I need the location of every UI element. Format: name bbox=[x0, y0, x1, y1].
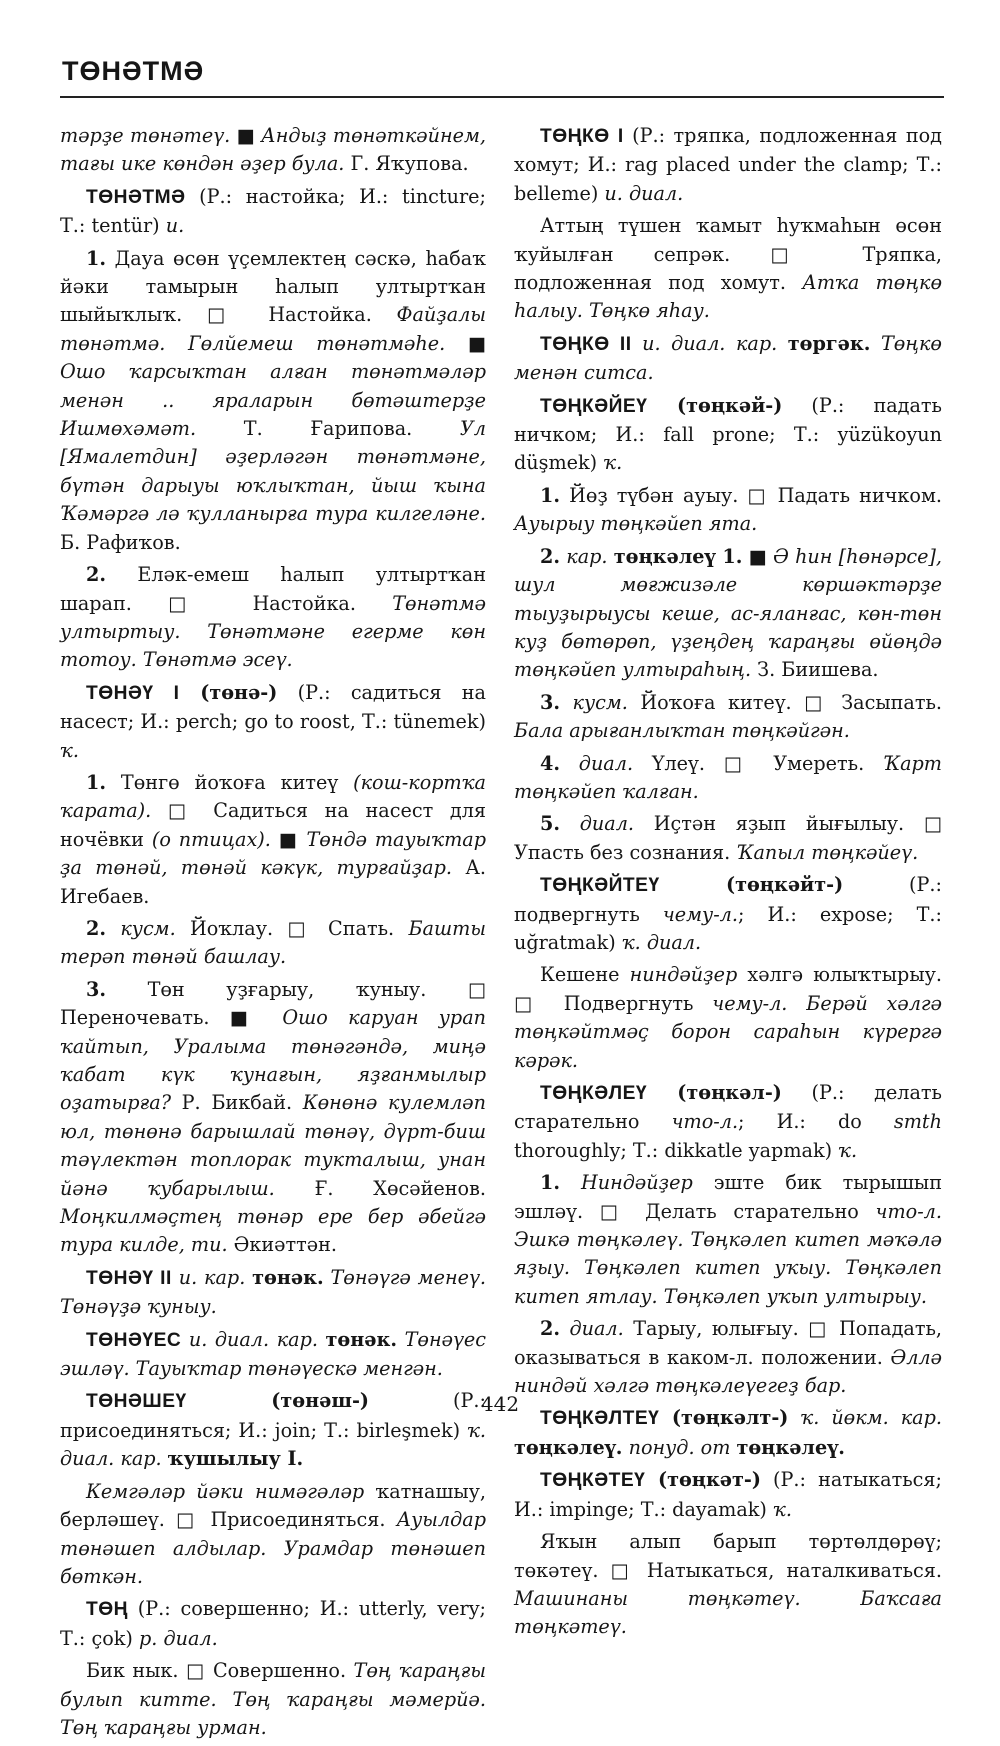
stem: (төнәш-) bbox=[186, 1389, 369, 1413]
grammar-label: ҡ. диал. кар. bbox=[60, 1418, 486, 1471]
grammar-label: кар. bbox=[560, 544, 614, 568]
stem: (төңкәт-) bbox=[645, 1468, 761, 1492]
entry-tongkaiteu bbox=[514, 871, 942, 957]
example-text: Көнөнә кулемләп юл, төнөнә барышлай төнәү, дүрт-биш тәүлектән топлорак тукталыш, унан йәнә ҡубарылыш. bbox=[60, 1091, 486, 1200]
sense bbox=[60, 976, 486, 1260]
cross-reference: төнәк. bbox=[252, 1265, 324, 1289]
sense bbox=[60, 769, 486, 911]
example-text: Төнәтмә ултыртыу. Төнәтмәне егерме көн тотоу. Төнәтмә эсеү. bbox=[60, 591, 486, 672]
grammar-label: диал. bbox=[560, 812, 635, 836]
source-author: Б. Рафиҡов. bbox=[60, 530, 181, 554]
sense-number: 5. bbox=[540, 812, 561, 836]
cross-reference: төңкәлеү. bbox=[514, 1435, 623, 1459]
translations: thoroughly; Т.: dikkatle yapmak) bbox=[514, 1138, 839, 1162]
sense-number: 1. bbox=[86, 770, 107, 794]
grammar-label: р. диал. bbox=[138, 1626, 218, 1650]
entry-tonatma bbox=[60, 183, 486, 241]
example-text: (о птицах). ■ Төндә тауыҡтар ҙа төнәй, төнәй кәкүк, турғайҙар. bbox=[60, 827, 486, 880]
translations: (Р.: падать ничком; И.: fall prone; Т.: yüzükoyun düşmek) bbox=[514, 393, 942, 475]
headword: ТӨНӘШЕҮ bbox=[86, 1391, 187, 1413]
source-author: Р. Бикбай. bbox=[170, 1091, 303, 1115]
entry-tongko-2 bbox=[514, 330, 942, 388]
definition: эште бик тырышып эшләү. □ Делать старательно bbox=[514, 1171, 942, 1223]
example-text: Ул [Ямалетдин] әҙерләгән төнәтмәне, бүтән дарыуы юҡлыҡтан, йыш ҡына Ҡәмәргә лә ҡулланырға тура килгеләне. bbox=[60, 417, 487, 526]
translations: (Р.: совершенно; И.: utterly, very; Т.: çok) bbox=[60, 1597, 486, 1650]
headword: ТӨҢКӘТЕҮ bbox=[540, 1470, 646, 1492]
sense-number: 1. bbox=[86, 246, 107, 270]
translations-note: чему-л. bbox=[662, 902, 738, 926]
cross-reference: төңкәлеү. bbox=[736, 1435, 845, 1459]
sense-number: 1. bbox=[540, 1171, 561, 1195]
cross-reference: төргәк. bbox=[787, 331, 871, 355]
headword: ТӨНӘҮ I bbox=[86, 682, 180, 704]
stem: (төңкәлт-) bbox=[659, 1406, 789, 1430]
sense bbox=[60, 561, 486, 675]
sense-number: 2. bbox=[540, 544, 561, 568]
entry-tonaues bbox=[60, 1326, 486, 1384]
headword: ТӨҢКӘЛТЕҮ bbox=[540, 1408, 660, 1430]
example-text: что-л. Эшкә төңкәлеү. Төңкәлеп китеп мәҡәлә яҙыу. Төңкәлеп китеп уҡыу. Төңкәлеп китеп ятлау. Төңкәлеп уҡып ултырыу. bbox=[514, 1199, 942, 1308]
example-text: Бала арығанлыҡтан төңкәйгән. bbox=[514, 719, 850, 743]
example-text: Ҡапыл төңкәйеү. bbox=[736, 840, 919, 864]
definition: Төнгө йоҡоға китеү bbox=[106, 770, 354, 794]
translations-note: smth bbox=[893, 1110, 942, 1134]
sense-number: 4. bbox=[540, 751, 561, 775]
example-text: Ауырыу төңкәйеп ята. bbox=[514, 512, 758, 536]
sense bbox=[60, 1657, 486, 1742]
example-text: Ҡарт төңкәйеп ҡалған. bbox=[514, 751, 942, 803]
entry-tongko-1 bbox=[514, 122, 942, 208]
headword: ТӨҢКӘЛЕҮ bbox=[540, 1083, 648, 1104]
header-rule bbox=[60, 96, 944, 98]
example-text: Башты терәп төнәй башлау. bbox=[60, 916, 486, 969]
sense bbox=[514, 810, 942, 867]
grammar-label: и. кар. bbox=[171, 1265, 253, 1289]
headword: ТӨНӘҮ II bbox=[86, 1267, 172, 1289]
source-author: Г. Яҡупова. bbox=[350, 152, 469, 176]
example-text: Әллә ниндәй хәлгә төңкәлеүегеҙ бар. bbox=[514, 1345, 942, 1398]
grammar-label: диал. bbox=[560, 1317, 624, 1341]
headword: ТӨҢ bbox=[86, 1599, 129, 1621]
definition-note: ниндәйҙер bbox=[619, 963, 738, 987]
cross-reference: төнәк. bbox=[325, 1327, 398, 1351]
source-author: Әкиәттән. bbox=[227, 1233, 337, 1257]
definition: Йоҡлау. □ Спать. bbox=[175, 916, 409, 940]
sense bbox=[514, 1528, 942, 1642]
right-column bbox=[514, 122, 942, 1646]
definition-note: Ниндәйҙер bbox=[560, 1171, 693, 1195]
translations: (Р.: делать старательно bbox=[514, 1081, 942, 1134]
headword: ТӨНӘҮЕС bbox=[86, 1329, 182, 1351]
example-text: Атҡа төңкө һалыу. Төңкө яһау. bbox=[514, 271, 942, 323]
sense bbox=[514, 543, 942, 685]
sense-number: 1. bbox=[540, 483, 561, 507]
sense-number: 3. bbox=[86, 977, 107, 1001]
sense bbox=[514, 961, 942, 1075]
example-text: ■ Ошо каруан урап ҡайтып, Уралыма төнәгәндә, миңә ҡабат күк ҡунағын, яҙғанмылыр оҙатырға? bbox=[60, 1006, 487, 1115]
definition: Йөҙ түбән ауыу. □ Падать ничком. bbox=[560, 483, 942, 507]
definition: Еләк-емеш һалып ултыртҡан шарап. □ Настойка. bbox=[60, 563, 486, 615]
entry-tongkaleu bbox=[514, 1079, 942, 1165]
definition-note: (кош-кортҡа ҡарата). bbox=[60, 770, 486, 823]
translations-note: что-л. bbox=[671, 1110, 739, 1134]
headword: ТӨҢКӨ I bbox=[540, 126, 624, 147]
source-author: Ғ. Хөсәйенов. bbox=[274, 1176, 486, 1200]
example-text: тәрҙе төнәтеү. ■ Андыҙ төнәткәйнем, тағы ике көндән әҙер була. bbox=[60, 124, 486, 176]
sense-number: 2. bbox=[86, 563, 107, 587]
source-author: З. Биишева. bbox=[751, 658, 879, 682]
translations: ; И.: expose; Т.: uğratmak) bbox=[514, 902, 942, 954]
translations: (Р.: подвергнуть bbox=[514, 873, 942, 926]
grammar-label: диал. bbox=[560, 751, 634, 775]
sense bbox=[514, 212, 942, 326]
definition: Кешене bbox=[540, 963, 620, 987]
grammar-label: и. диал. кар. bbox=[631, 331, 788, 355]
definition: ҡатнашыу, берләшеү. □ Присоединяться. bbox=[60, 1479, 486, 1532]
sense-number: 2. bbox=[540, 1317, 561, 1341]
grammar-label: и. диал. кар. bbox=[181, 1327, 326, 1351]
entry-tongkateu bbox=[514, 1466, 942, 1524]
source-author: Т. Ғарипова. bbox=[243, 417, 460, 441]
example-text: Ауылдар төнәшеп алдылар. Урамдар төнәшеп бөткән. bbox=[60, 1508, 486, 1588]
grammar-label: и. диал. bbox=[604, 181, 684, 205]
headword: ТӨНӘТМӘ bbox=[86, 186, 186, 208]
source-author: А. Игебаев. bbox=[60, 856, 486, 908]
definition: Тарыу, юлығыу. □ Попадать, оказываться в каком-л. положении. bbox=[514, 1317, 942, 1369]
grammar-label: ҡ. йөкм. кар. bbox=[788, 1406, 942, 1430]
example-text: Файҙалы төнәтмә. Гөлйемеш төнәтмәһе. ■ Ошо ҡарсыҡтан алған төнәтмәләр менән .. яраларын бөтәштерҙе Ишмөхәмәт. bbox=[60, 303, 486, 441]
translations: (Р.: натыкаться; И.: impinge; Т.: dayamak) bbox=[514, 1468, 942, 1521]
grammar-label: ҡ. bbox=[838, 1138, 858, 1162]
entry-tonau-1 bbox=[60, 679, 486, 765]
grammar-label: ҡ. диал. bbox=[621, 930, 702, 954]
grammar-label: ҡ. bbox=[60, 738, 79, 762]
grammar-label: кусм. bbox=[560, 690, 628, 714]
sense bbox=[514, 482, 942, 539]
headword: ТӨҢКӘЙЕҮ bbox=[540, 395, 648, 417]
sense bbox=[514, 1315, 942, 1400]
grammar-label: понуд. от bbox=[622, 1435, 737, 1459]
example-text: чему-л. Берәй хәлгә төңкәйтмәҫ борон сараһын күрергә кәрәк. bbox=[514, 991, 942, 1072]
stem: (төңкәл-) bbox=[647, 1081, 782, 1104]
definition-note: Кемгәләр йәки нимәгәләр bbox=[86, 1479, 365, 1503]
cross-reference: төңкәлеү 1. bbox=[613, 544, 743, 568]
cross-reference: ҡушылыу I. bbox=[167, 1447, 304, 1471]
grammar-label: и. bbox=[165, 214, 185, 238]
definition: □ Садиться на насест для ночёвки bbox=[60, 799, 486, 851]
sense bbox=[514, 1169, 942, 1311]
example-text: Төнәүгә менеү. Төнәүҙә ҡуныу. bbox=[60, 1265, 486, 1319]
grammar-label: ҡ. bbox=[773, 1497, 792, 1521]
entry-tongkayeu bbox=[514, 392, 942, 478]
headword: ТӨҢКӨ II bbox=[540, 333, 632, 355]
grammar-label: ҡ. bbox=[603, 451, 623, 475]
sense bbox=[60, 245, 486, 557]
sense bbox=[514, 689, 942, 746]
example-text: ■ Ә һин [һөнәрсе], шул мөғжизәле көршәктәрҙе тыуҙырыусы кеше, ас-яланғас, көн-төн куҙ бөтөрөп, үҙеңдең ҡараңғы өйөңдә төңкәйеп ултыраһың. bbox=[514, 544, 943, 682]
sense-number: 2. bbox=[86, 916, 107, 940]
stem: (төнә-) bbox=[179, 680, 278, 704]
entry-continuation bbox=[60, 122, 486, 179]
stem: (төңкәйт-) bbox=[659, 873, 844, 897]
definition: Иҫтән яҙып йығылыу. □ Упасть без сознания. bbox=[514, 812, 943, 864]
translations: (Р.: тряпка, подложенная под хомут; И.: rag placed under the clamp; Т.: belleme) bbox=[514, 124, 942, 205]
entry-tonau-2 bbox=[60, 1264, 486, 1322]
translations: (Р.: настойка; И.: tincture; Т.: tentür) bbox=[60, 184, 486, 238]
example-text: Төң ҡараңғы булып китте. Төң ҡараңғы мәмерйә. Төң ҡараңғы урман. bbox=[60, 1659, 486, 1739]
translations: (Р.: садиться на насест; И.: perch; go to roost, Т.: tünemek) bbox=[60, 680, 486, 734]
translations: ; И.: do bbox=[738, 1110, 894, 1134]
sense bbox=[514, 750, 942, 807]
headword: ТӨҢКӘЙТЕҮ bbox=[540, 875, 660, 897]
example-text: Моңкилмәҫтең төнәр ере бер әбейгә тура килде, ти. bbox=[60, 1205, 486, 1257]
example-text: Төнәүес эшләү. Тауыҡтар төнәүескә менгән. bbox=[60, 1327, 486, 1381]
definition: Төн уҙғарыу, ҡуныу. □ Переночевать. bbox=[60, 977, 486, 1030]
sense bbox=[60, 1478, 486, 1592]
sense bbox=[60, 915, 486, 972]
definition: Дауа өсөн үҫемлектең сәскә, һабаҡ йәки тамырын һалып ултыртҡан шыйыҡлыҡ. □ Настойка. bbox=[60, 246, 486, 327]
translations: (Р.: присоединяться; И.: join; Т.: birleşmek) bbox=[60, 1389, 486, 1442]
example-text: Төңкө менән ситса. bbox=[514, 331, 942, 385]
definition: Йоҡоға китеү. □ Засыпать. bbox=[627, 690, 942, 714]
definition: Бик нык. □ Совершенно. bbox=[86, 1659, 354, 1683]
definition: Аттың түшен ҡамыт һуҡмаһын өсөн ҡуйылған сепрәк. □ Тряпка, подложенная под хомут. bbox=[514, 214, 942, 295]
stem: (төңкәй-) bbox=[647, 393, 783, 417]
grammar-label: кусм. bbox=[106, 916, 176, 940]
entry-tong bbox=[60, 1595, 486, 1653]
definition: Яҡын алып барып төртөлдөрөү; төкәтеү. □ Натыкаться, наталкиваться. bbox=[514, 1530, 942, 1582]
left-column bbox=[60, 122, 486, 1746]
page-number: 442 bbox=[480, 1392, 520, 1416]
definition: хәлгә юлыҡтырыу. □ Подвергнуть bbox=[514, 963, 942, 1015]
running-head: ТӨНӘТМӘ bbox=[62, 56, 205, 86]
definition: Үлеү. □ Умереть. bbox=[633, 751, 883, 775]
sense-number: 3. bbox=[540, 690, 561, 714]
example-text: Машинаны төңкәтеү. Баҡсаға төңкәтеү. bbox=[514, 1586, 942, 1639]
